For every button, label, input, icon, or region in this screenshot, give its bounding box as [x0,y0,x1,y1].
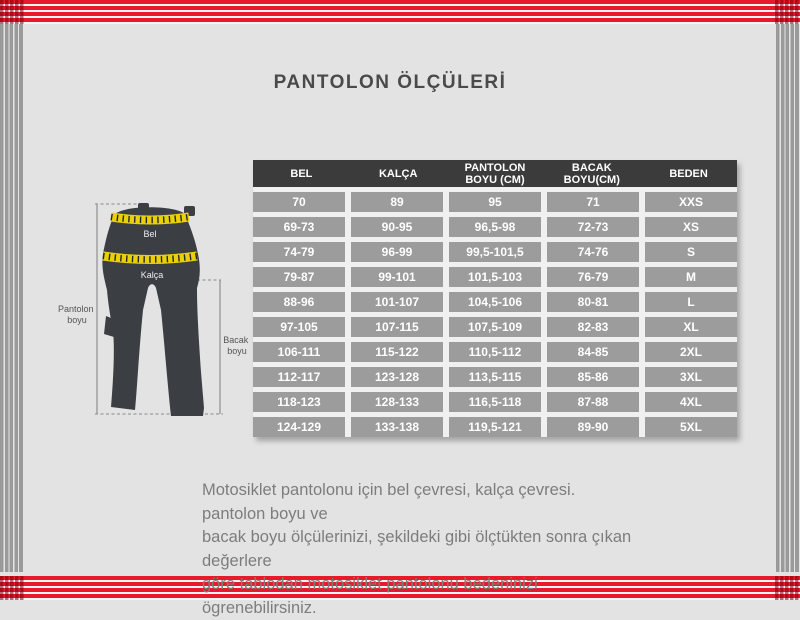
size-cell: 88-96 [253,292,345,312]
size-cell: 124-129 [253,417,345,437]
column-header-beden: BEDEN [669,167,708,180]
size-cell: 106-111 [253,342,345,362]
size-cell: 95 [449,192,541,212]
column-header-bel: BEL [290,167,313,180]
frame-corner-top-left [0,0,25,24]
size-cell: 71 [547,192,639,212]
size-cell: 70 [253,192,345,212]
pants-measurement-diagram [55,190,255,435]
size-cell: 76-79 [547,267,639,287]
size-cell: S [645,242,737,262]
size-cell: 89 [351,192,443,212]
frame-corner-top-right [775,0,800,24]
frame-corner-bottom-right [775,576,800,600]
size-cell: 128-133 [351,392,443,412]
size-cell: 85-86 [547,367,639,387]
size-cell: 5XL [645,417,737,437]
size-cell: 82-83 [547,317,639,337]
size-cell: 74-79 [253,242,345,262]
hip-label: Kalça [140,270,164,280]
size-cell: XXS [645,192,737,212]
frame-stripes-left [0,24,24,572]
size-cell: 90-95 [351,217,443,237]
frame-corner-bottom-left [0,576,25,600]
page-title: PANTOLON ÖLÇÜLERİ [273,72,507,93]
size-table-header [253,160,737,187]
size-cell: 84-85 [547,342,639,362]
size-cell: 133-138 [351,417,443,437]
description-line: göre tablodan motosiklet pantolonu bedeninizi ögrenebilirsiniz. [202,575,538,617]
frame-stripes-right [776,24,800,572]
size-cell: 2XL [645,342,737,362]
size-cell: 123-128 [351,367,443,387]
size-cell: 112-117 [253,367,345,387]
size-cell: L [645,292,737,312]
size-cell: 97-105 [253,317,345,337]
column-header-pantolon-boyu: PANTOLON BOYU (CM) [464,161,526,186]
size-cell: 99,5-101,5 [449,242,541,262]
size-cell: 79-87 [253,267,345,287]
size-cell: 115-122 [351,342,443,362]
size-table-body [253,192,737,437]
description-line: Motosiklet pantolonu için bel çevresi, kalça çevresi. pantolon boyu ve [202,481,576,523]
size-cell: 80-81 [547,292,639,312]
column-header-bacak-boyu: BACAK BOYU(CM) [563,161,620,186]
size-cell: 74-76 [547,242,639,262]
size-cell: 89-90 [547,417,639,437]
size-cell: 3XL [645,367,737,387]
size-cell: XS [645,217,737,237]
size-cell: 107,5-109 [449,317,541,337]
size-cell: 119,5-121 [449,417,541,437]
size-cell: 118-123 [253,392,345,412]
size-cell: 110,5-112 [449,342,541,362]
size-cell: 107-115 [351,317,443,337]
column-header-kalca: KALÇA [378,167,418,180]
size-cell: 69-73 [253,217,345,237]
leg-length-label: Bacak boyu [223,335,249,356]
size-cell: 4XL [645,392,737,412]
size-table [253,160,737,437]
size-cell: 87-88 [547,392,639,412]
size-cell: 96,5-98 [449,217,541,237]
size-cell: 116,5-118 [449,392,541,412]
size-cell: 101,5-103 [449,267,541,287]
pant-length-label: Pantolon boyu [57,304,94,325]
waist-label: Bel [143,229,157,239]
size-cell: M [645,267,737,287]
size-cell: 113,5-115 [449,367,541,387]
size-cell: 104,5-106 [449,292,541,312]
description-text [202,479,642,620]
size-cell: 101-107 [351,292,443,312]
description-line: bacak boyu ölçülerinizi, şekildeki gibi ölçtükten sonra çıkan değerlere [202,528,632,570]
size-cell: XL [645,317,737,337]
size-cell: 99-101 [351,267,443,287]
size-cell: 96-99 [351,242,443,262]
frame-stripes-top [0,0,800,24]
size-cell: 72-73 [547,217,639,237]
